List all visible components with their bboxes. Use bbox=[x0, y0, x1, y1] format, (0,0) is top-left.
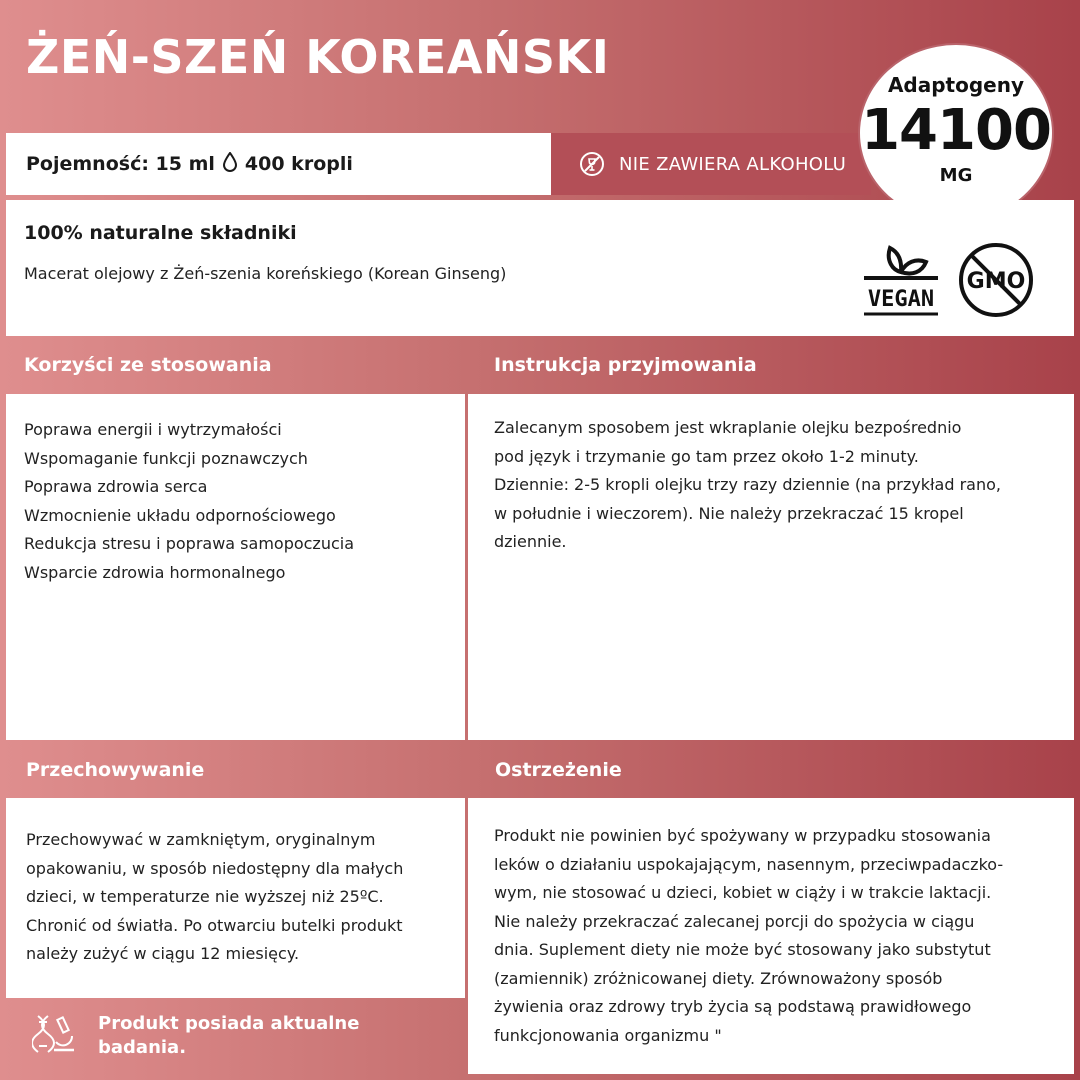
warning-line: leków o działaniu uspokajającym, nasennym, przeciwpadaczko- bbox=[494, 854, 1004, 874]
benefits-heading: Korzyści ze stosowania bbox=[24, 354, 272, 376]
benefit-item: Redukcja stresu i poprawa samopoczucia bbox=[24, 534, 355, 553]
warning-line: Nie należy przekraczać zalecanej porcji do spożycia w ciągu bbox=[494, 911, 975, 931]
storage-line: Chronić od światła. Po otwarciu butelki produkt bbox=[26, 915, 403, 935]
warning-line: funkcjonowania organizmu " bbox=[494, 1025, 722, 1045]
warning-line: wym, nie stosować u dzieci, kobiet w ciąży i w trakcie laktacji. bbox=[494, 883, 992, 902]
drops-label: 400 kropli bbox=[244, 153, 353, 175]
instructions-line: w południe i wieczorem). Nie należy przekraczać 15 kropel bbox=[494, 503, 964, 523]
instructions-line: dziennie. bbox=[494, 532, 567, 551]
vegan-icon bbox=[856, 238, 946, 324]
instructions-line: pod język i trzymanie go tam przez około 1-2 minuty. bbox=[494, 446, 919, 466]
no-alcohol-icon bbox=[579, 151, 605, 177]
vegan-label: VEGAN bbox=[867, 287, 935, 312]
storage-line: należy zużyć w ciągu 12 miesięcy. bbox=[26, 944, 300, 963]
instructions-line: Dziennie: 2-5 kropli olejku trzy razy dziennie (na przykład rano, bbox=[494, 475, 1001, 494]
storage-panel bbox=[6, 798, 465, 998]
page-title: ŻEŃ-SZEŃ KOREAŃSKI bbox=[26, 30, 610, 84]
no-alcohol-banner bbox=[551, 133, 871, 195]
instructions-panel bbox=[468, 394, 1074, 740]
microscope-dna-icon bbox=[32, 1012, 76, 1058]
ingredients-panel bbox=[6, 200, 1074, 336]
instructions-text bbox=[494, 414, 1048, 557]
benefits-panel bbox=[6, 394, 465, 740]
instructions-line: Zalecanym sposobem jest wkraplanie olejku bezpośrednio bbox=[494, 418, 962, 437]
storage-line: opakowaniu, w sposób niedostępny dla małych bbox=[26, 858, 404, 878]
ingredients-heading: 100% naturalne składniki bbox=[24, 222, 297, 244]
warning-line: (zamiennik) zróżnicowanej diety. Zrównoważony sposób bbox=[494, 968, 943, 988]
benefit-item: Wsparcie zdrowia hormonalnego bbox=[24, 562, 286, 582]
warning-line: żywienia oraz zdrowy tryb życia są podstawą prawidłowego bbox=[494, 997, 972, 1016]
ingredients-text: Macerat olejowy z Żeń-szenia koreńskiego (Korean Ginseng) bbox=[24, 264, 507, 283]
badge-unit: MG bbox=[939, 165, 973, 186]
badge-value: 14100 bbox=[861, 98, 1051, 163]
adaptogen-badge bbox=[858, 43, 1054, 223]
benefits-list bbox=[24, 416, 447, 587]
instructions-heading: Instrukcja przyjmowania bbox=[494, 354, 757, 376]
warning-heading: Ostrzeżenie bbox=[495, 759, 622, 781]
gmo-free-icon bbox=[956, 242, 1036, 326]
no-alcohol-label: NIE ZAWIERA ALKOHOLU bbox=[619, 153, 847, 175]
capacity-bar bbox=[6, 133, 551, 195]
research-note bbox=[32, 1012, 472, 1072]
badge-label: Adaptogeny bbox=[887, 73, 1025, 97]
warning-panel bbox=[468, 798, 1074, 1074]
benefit-item: Poprawa energii i wytrzymałości bbox=[24, 420, 282, 439]
benefit-item: Wzmocnienie układu odpornościowego bbox=[24, 505, 336, 525]
capacity-label: Pojemność: 15 ml bbox=[26, 153, 215, 175]
warning-line: dnia. Suplement diety nie może być stosowany jako substytut bbox=[494, 940, 991, 959]
warning-text bbox=[494, 822, 1048, 1050]
storage-heading: Przechowywanie bbox=[26, 759, 205, 781]
warning-line: Produkt nie powinien być spożywany w przypadku stosowania bbox=[494, 826, 991, 845]
storage-line: dzieci, w temperaturze nie wyższej niż 25ºC. bbox=[26, 887, 384, 906]
research-text: Produkt posiada aktualne badania. bbox=[98, 1013, 360, 1058]
storage-line: Przechowywać w zamkniętym, oryginalnym bbox=[26, 830, 376, 849]
drop-icon bbox=[223, 152, 237, 176]
benefit-item: Poprawa zdrowia serca bbox=[24, 477, 208, 496]
benefit-item: Wspomaganie funkcji poznawczych bbox=[24, 448, 308, 468]
storage-text bbox=[26, 826, 445, 969]
gmo-label: GMO bbox=[966, 269, 1026, 294]
